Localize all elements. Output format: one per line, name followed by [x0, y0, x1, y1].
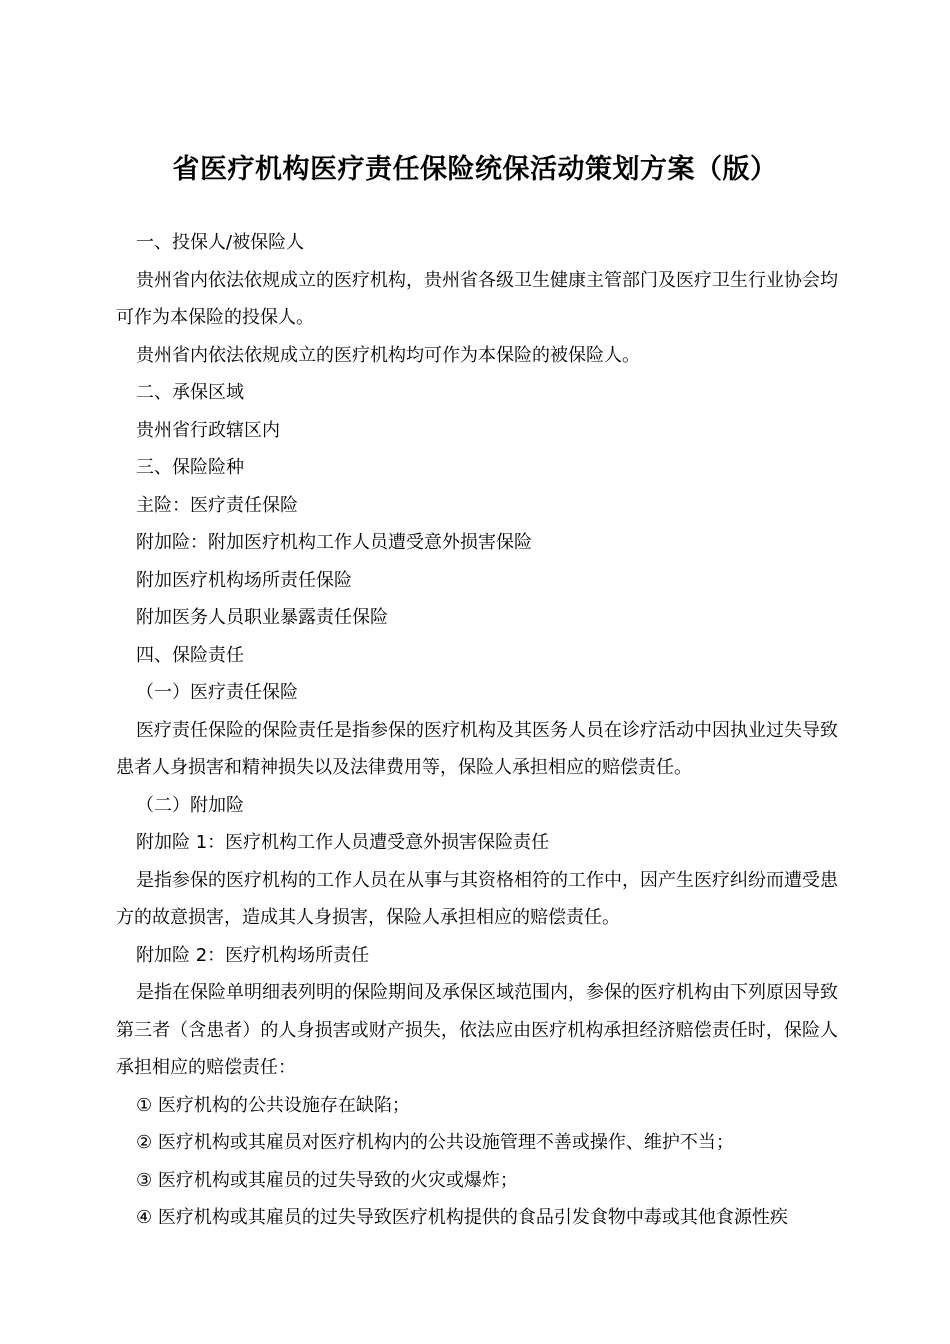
paragraph-occupational-exposure: 附加医务人员职业暴露责任保险	[136, 607, 388, 628]
list-item-2: ② 医疗机构或其雇员对医疗机构内的公共设施管理不善或操作、维护不当；	[136, 1132, 734, 1153]
subheading-medical-liability: （一）医疗责任保险	[136, 682, 298, 703]
paragraph-additional-2: 是指在保险单明细表列明的保险期间及承保区域范围内，参保的医疗机构由下列原因导致第三者（含患者）的人身损害或财产损失，依法应由医疗机构承担经济赔偿责任时，保险人承担相应的赔偿责任：	[116, 982, 838, 1078]
section-heading-coverage-area: 二、承保区域	[136, 382, 244, 403]
paragraph-premises-liability: 附加医疗机构场所责任保险	[136, 569, 352, 591]
document-title: 省医疗机构医疗责任保险统保活动策划方案（版）	[172, 154, 778, 186]
section-heading-insurance-types: 三、保险险种	[136, 457, 244, 478]
section-heading-liability: 四、保险责任	[136, 644, 244, 666]
list-item-3: ③ 医疗机构或其雇员的过失导致的火灾或爆炸；	[136, 1169, 518, 1191]
subheading-additional-2: 附加险 2：医疗机构场所责任	[136, 944, 370, 966]
paragraph-coverage-area: 贵州省行政辖区内	[136, 419, 280, 441]
paragraph-policyholder: 贵州省内依法依规成立的医疗机构，贵州省各级卫生健康主管部门及医疗卫生行业协会均可作为本保险的投保人。	[116, 269, 838, 328]
paragraph-additional-insurance: 附加险：附加医疗机构工作人员遭受意外损害保险	[136, 532, 532, 553]
document-body	[116, 224, 838, 1237]
paragraph-insured: 贵州省内依法依规成立的医疗机构均可作为本保险的被保险人。	[136, 344, 640, 366]
section-heading-policyholder: 一、投保人/被保险人	[136, 232, 305, 253]
paragraph-medical-liability: 医疗责任保险的保险责任是指参保的医疗机构及其医务人员在诊疗活动中因执业过失导致患者人身损害和精神损失以及法律费用等，保险人承担相应的赔偿责任。	[116, 719, 838, 778]
subheading-additional: （二）附加险	[136, 794, 244, 816]
subheading-additional-1: 附加险 1：医疗机构工作人员遭受意外损害保险责任	[136, 832, 550, 853]
list-item-1: ① 医疗机构的公共设施存在缺陷；	[136, 1094, 410, 1116]
paragraph-additional-1: 是指参保的医疗机构的工作人员在从事与其资格相符的工作中，因产生医疗纠纷而遭受患方的故意损害，造成其人身损害，保险人承担相应的赔偿责任。	[116, 869, 838, 928]
list-item-4: ④ 医疗机构或其雇员的过失导致医疗机构提供的食品引发食物中毒或其他食源性疾	[136, 1207, 788, 1228]
paragraph-main-insurance: 主险：医疗责任保险	[136, 494, 298, 516]
